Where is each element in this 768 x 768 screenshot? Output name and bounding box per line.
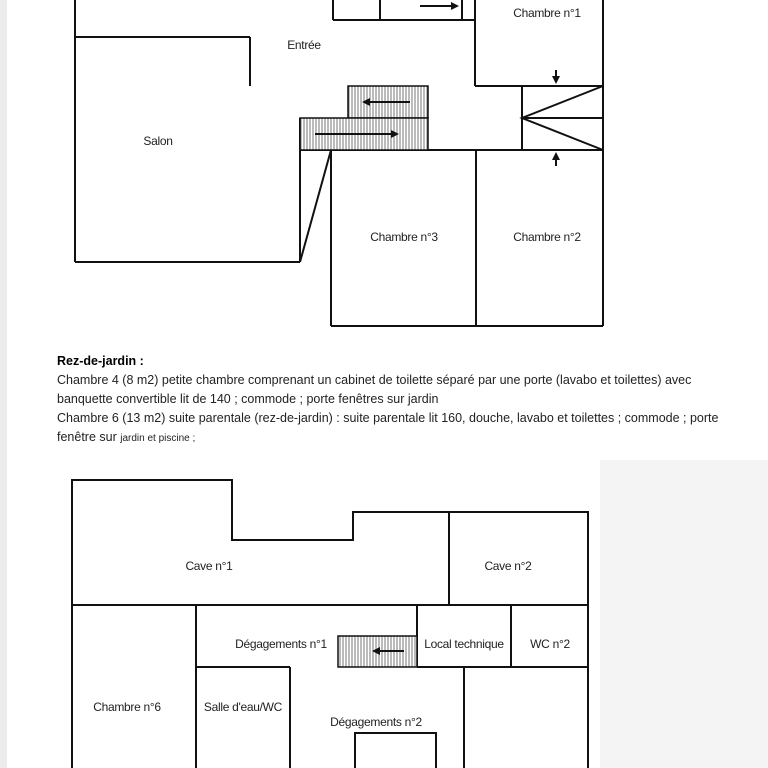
section-heading: Rez-de-jardin : — [57, 354, 144, 368]
room-label-chambre-1: Chambre n°1 — [513, 6, 581, 20]
description-line-4-small: jardin et piscine ; — [120, 433, 196, 444]
description-line-3: Chambre 6 (13 m2) suite parentale (rez-de-jardin) : suite parentale lit 160, douche, lavabo et toilettes ; commode ; porte — [57, 411, 719, 425]
room-label-chambre-2: Chambre n°2 — [513, 230, 581, 244]
room-label-local-technique: Local technique — [424, 637, 504, 651]
room-label-salon: Salon — [143, 134, 173, 148]
page-shade — [600, 460, 768, 768]
description-line-2: banquette convertible lit de 140 ; commode ; porte fenêtres sur jardin — [57, 392, 439, 406]
room-label-salle-eau: Salle d'eau/WC — [203, 700, 283, 714]
description-line-1: Chambre 4 (8 m2) petite chambre comprenant un cabinet de toilette séparé par une porte (lavabo et toilettes) avec — [57, 373, 692, 387]
room-label-degagements-1: Dégagements n°1 — [235, 637, 327, 651]
staircase-bottom — [338, 636, 417, 667]
room-label-chambre-6: Chambre n°6 — [93, 700, 161, 714]
room-label-degagements-2: Dégagements n°2 — [330, 715, 422, 729]
room-label-chambre-3: Chambre n°3 — [370, 230, 438, 244]
room-label-entree: Entrée — [287, 38, 321, 52]
room-label-cave-1: Cave n°1 — [185, 559, 233, 573]
description-line-4: fenêtre sur — [57, 430, 117, 444]
room-label-cave-2: Cave n°2 — [484, 559, 532, 573]
room-label-wc-2: WC n°2 — [530, 637, 570, 651]
